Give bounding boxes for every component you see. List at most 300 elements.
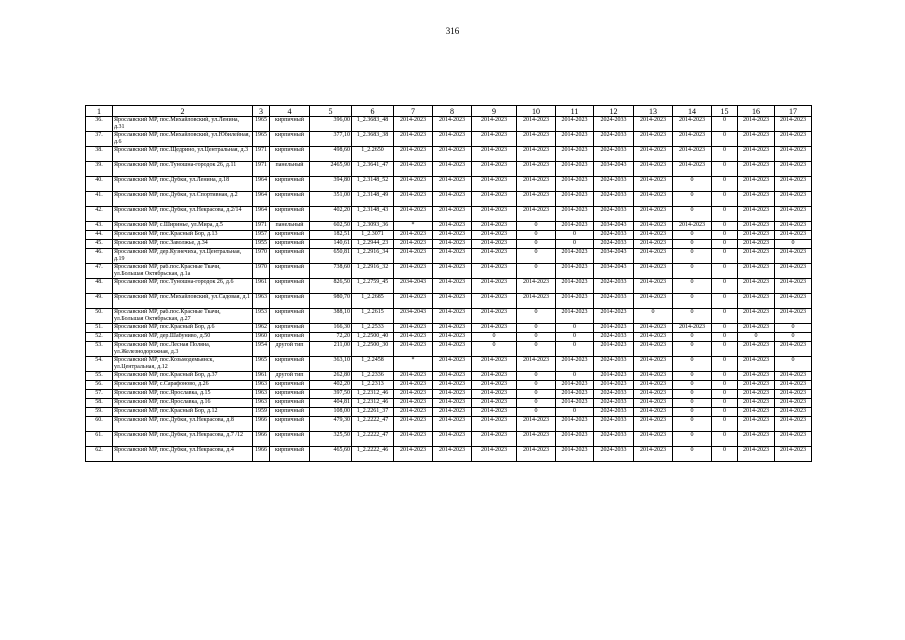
table-cell-col-7: 2014-2023 [394, 408, 433, 417]
table-cell-col-14: 0 [673, 294, 712, 309]
table-cell-col-14: 2014-2023 [673, 222, 712, 231]
table-cell-col-11: 0 [556, 408, 594, 417]
table-cell-col-8: 2014-2023 [433, 147, 472, 162]
table-cell-col-1: 58. [86, 399, 113, 408]
table-cell-col-5: 166,30 [310, 324, 352, 333]
table-cell-col-15: 0 [712, 192, 738, 207]
table-cell-col-14: 2014-2023 [673, 162, 712, 177]
table-cell-col-5: 826,50 [310, 279, 352, 294]
table-cell-col-5: 402,20 [310, 381, 352, 390]
table-row [86, 390, 812, 399]
table-cell-col-15: 0 [712, 294, 738, 309]
table-cell-col-5: 498,60 [310, 147, 352, 162]
table-cell-col-8: 2014-2023 [433, 399, 472, 408]
table-body [86, 117, 812, 462]
table-row [86, 324, 812, 333]
table-cell-col-7: 2014-2023 [394, 249, 433, 264]
table-cell-col-6: 1_2.2222_46 [352, 447, 394, 462]
table-cell-col-3: 1963 [253, 390, 270, 399]
table-cell-col-10: 2014-2023 [517, 192, 556, 207]
table-cell-col-9: 0 [472, 333, 517, 342]
table-cell-col-14: 0 [673, 408, 712, 417]
table-cell-col-5: 650,81 [310, 249, 352, 264]
table-cell-col-2: Ярославский МР, пос.Дубки, ул.Некрасова, д.4 [113, 447, 253, 462]
table-cell-col-4: другой тип [270, 372, 310, 381]
table-cell-col-12: 2034-2043 [594, 264, 634, 279]
table-cell-col-17: 2014-2023 [775, 207, 812, 222]
table-cell-col-15: 0 [712, 417, 738, 432]
table-cell-col-12: 2034-2043 [594, 222, 634, 231]
table-cell-col-13: 2014-2023 [634, 132, 673, 147]
table-cell-col-6: 1_2.2500_40 [352, 333, 394, 342]
table-cell-col-9: 2014-2023 [472, 390, 517, 399]
table-cell-col-3: 1962 [253, 324, 270, 333]
table-cell-col-6: 1_2.2261_37 [352, 408, 394, 417]
table-cell-col-2: Ярославский МР, пос.Дубки, ул.Некрасова, д.7 /12 [113, 432, 253, 447]
table-cell-col-3: 1965 [253, 132, 270, 147]
table-cell-col-2: Ярославский МР, пос.Дубки, ул.Некрасова, д.2/14 [113, 207, 253, 222]
table-cell-col-4: кирпичный [270, 390, 310, 399]
table-cell-col-7: 2014-2023 [394, 399, 433, 408]
table-cell-col-10: 0 [517, 324, 556, 333]
table-cell-col-7: 2014-2023 [394, 147, 433, 162]
table-cell-col-8: 2014-2023 [433, 294, 472, 309]
table-cell-col-8: 2014-2023 [433, 162, 472, 177]
table-cell-col-16: 2014-2023 [738, 357, 775, 372]
table-cell-col-6: 1_2.3683_48 [352, 117, 394, 132]
table-cell-col-16: 2014-2023 [738, 372, 775, 381]
table-cell-col-9: 2014-2023 [472, 372, 517, 381]
table-cell-col-10: 0 [517, 408, 556, 417]
table-cell-col-1: 49. [86, 294, 113, 309]
table-cell-col-13: 2014-2023 [634, 381, 673, 390]
table-cell-col-10: 2014-2023 [517, 357, 556, 372]
table-cell-col-6: 1_2.2336 [352, 372, 394, 381]
table-cell-col-8: 2014-2023 [433, 390, 472, 399]
table-cell-col-15: 0 [712, 333, 738, 342]
table-cell-col-8: 2014-2023 [433, 381, 472, 390]
table-cell-col-7: 2014-2023 [394, 207, 433, 222]
table-cell-col-17: 0 [775, 240, 812, 249]
table-cell-col-9: 2014-2023 [472, 357, 517, 372]
table-cell-col-17: 2014-2023 [775, 279, 812, 294]
table-cell-col-1: 59. [86, 408, 113, 417]
table-cell-col-13: 2014-2023 [634, 177, 673, 192]
table-cell-col-14: 0 [673, 381, 712, 390]
table-cell-col-14: 0 [673, 177, 712, 192]
table-cell-col-15: 0 [712, 309, 738, 324]
table-cell-col-12: 2014-2023 [594, 381, 634, 390]
table-cell-col-16: 2014-2023 [738, 207, 775, 222]
table-cell-col-7: 2014-2023 [394, 447, 433, 462]
table-cell-col-13: 2014-2023 [634, 249, 673, 264]
table-cell-col-2: Ярославский МР, пос.Ярославка, д.16 [113, 399, 253, 408]
table-cell-col-3: 1970 [253, 249, 270, 264]
table-cell-col-1: 48. [86, 279, 113, 294]
table-cell-col-3: 1971 [253, 222, 270, 231]
table-cell-col-11: 0 [556, 342, 594, 357]
table-cell-col-8: 2014-2023 [433, 357, 472, 372]
table-cell-col-17: 2014-2023 [775, 147, 812, 162]
table-cell-col-17: 2014-2023 [775, 231, 812, 240]
table-cell-col-14: 2014-2023 [673, 147, 712, 162]
table-cell-col-8: 2014-2023 [433, 324, 472, 333]
table-cell-col-9: 2014-2023 [472, 222, 517, 231]
table-cell-col-4: кирпичный [270, 231, 310, 240]
table-cell-col-17: 0 [775, 333, 812, 342]
table-cell-col-11: 2014-2023 [556, 222, 594, 231]
table-cell-col-10: 2014-2023 [517, 417, 556, 432]
table-cell-col-1: 38. [86, 147, 113, 162]
table-cell-col-13: 2014-2023 [634, 408, 673, 417]
table-cell-col-5: 388,10 [310, 309, 352, 324]
table-cell-col-9: 2014-2023 [472, 162, 517, 177]
table-cell-col-4: кирпичный [270, 207, 310, 222]
table-cell-col-7: 2014-2023 [394, 390, 433, 399]
table-cell-col-14: 0 [673, 417, 712, 432]
table-cell-col-12: 2034-2043 [594, 249, 634, 264]
table-cell-col-4: кирпичный [270, 408, 310, 417]
table-cell-col-4: кирпичный [270, 147, 310, 162]
table-cell-col-8: 2014-2023 [433, 342, 472, 357]
table-cell-col-7: 2034-2043 [394, 309, 433, 324]
table-cell-col-6: 1_2.3641_47 [352, 162, 394, 177]
table-cell-col-6: 1_2.2916_34 [352, 249, 394, 264]
table-cell-col-9: 2014-2023 [472, 279, 517, 294]
table-cell-col-16: 2014-2023 [738, 309, 775, 324]
table-cell-col-12: 2014-2023 [594, 324, 634, 333]
table-cell-col-8: 2014-2023 [433, 408, 472, 417]
table-cell-col-5: 325,50 [310, 432, 352, 447]
table-cell-col-14: 0 [673, 342, 712, 357]
table-cell-col-1: 47. [86, 264, 113, 279]
table-cell-col-15: 0 [712, 222, 738, 231]
table-cell-col-11: 2014-2023 [556, 132, 594, 147]
table-cell-col-12: 2024-2033 [594, 192, 634, 207]
table-cell-col-10: 0 [517, 249, 556, 264]
table-cell-col-10: 0 [517, 372, 556, 381]
table-cell-col-16: 2014-2023 [738, 294, 775, 309]
table-cell-col-8: 2014-2023 [433, 240, 472, 249]
table-cell-col-8: 2014-2023 [433, 333, 472, 342]
table-cell-col-9: 2014-2023 [472, 117, 517, 132]
table-cell-col-11: 2014-2023 [556, 207, 594, 222]
table-cell-col-2: Ярославский МР, пос.Туношна-городок 26, д.6 [113, 279, 253, 294]
table-cell-col-5: 738,60 [310, 264, 352, 279]
table-cell-col-16: 0 [738, 333, 775, 342]
table-cell-col-8: 2014-2023 [433, 117, 472, 132]
table-cell-col-4: кирпичный [270, 132, 310, 147]
table-cell-col-11: 0 [556, 231, 594, 240]
table-cell-col-10: 0 [517, 240, 556, 249]
table-cell-col-3: 1964 [253, 177, 270, 192]
table-cell-col-5: 377,10 [310, 132, 352, 147]
table-cell-col-2: Ярославский МР, пос.Красный Бор, д.6 [113, 324, 253, 333]
table-cell-col-4: кирпичный [270, 279, 310, 294]
table-cell-col-12: 2024-2033 [594, 417, 634, 432]
table-cell-col-15: 0 [712, 324, 738, 333]
table-cell-col-9: 2014-2023 [472, 294, 517, 309]
table-row [86, 147, 812, 162]
table-cell-col-1: 60. [86, 417, 113, 432]
column-header-11: 11 [556, 106, 594, 117]
table-cell-col-1: 61. [86, 432, 113, 447]
table-cell-col-5: 980,70 [310, 294, 352, 309]
table-cell-col-4: кирпичный [270, 240, 310, 249]
table-cell-col-1: 42. [86, 207, 113, 222]
table-row [86, 432, 812, 447]
table-cell-col-12: 2024-2033 [594, 132, 634, 147]
table-cell-col-11: 2014-2023 [556, 309, 594, 324]
table-cell-col-8: 2014-2023 [433, 447, 472, 462]
table-cell-col-14: 0 [673, 333, 712, 342]
table-cell-col-10: 0 [517, 333, 556, 342]
table-row [86, 417, 812, 432]
table-cell-col-17: 2014-2023 [775, 192, 812, 207]
table-cell-col-5: 182,51 [310, 231, 352, 240]
table-cell-col-10: 2014-2023 [517, 294, 556, 309]
table-cell-col-6: 1_2.2533 [352, 324, 394, 333]
table-cell-col-10: 2014-2023 [517, 279, 556, 294]
table-cell-col-9: 2014-2023 [472, 192, 517, 207]
table-cell-col-17: 2014-2023 [775, 132, 812, 147]
table-row [86, 177, 812, 192]
table-cell-col-4: панельный [270, 222, 310, 231]
table-row [86, 207, 812, 222]
table-cell-col-7: 2014-2023 [394, 342, 433, 357]
table-cell-col-13: 2014-2023 [634, 192, 673, 207]
table-cell-col-17: 2014-2023 [775, 294, 812, 309]
table-cell-col-7: 2014-2023 [394, 372, 433, 381]
table-cell-col-6: 1_2.2944_23 [352, 240, 394, 249]
table-cell-col-3: 1970 [253, 264, 270, 279]
table-cell-col-3: 1954 [253, 342, 270, 357]
table-cell-col-8: 2014-2023 [433, 207, 472, 222]
table-cell-col-9: 2014-2023 [472, 231, 517, 240]
table-cell-col-5: 2465,90 [310, 162, 352, 177]
table-cell-col-15: 0 [712, 207, 738, 222]
table-cell-col-2: Ярославский МР, раб.пос.Красные Ткачи, ул.Большая Октябрьская, д.1а [113, 264, 253, 279]
table-cell-col-9: 2014-2023 [472, 432, 517, 447]
table-cell-col-16: 2014-2023 [738, 432, 775, 447]
table-cell-col-12: 2024-2033 [594, 147, 634, 162]
table-cell-col-7: 2034-2043 [394, 279, 433, 294]
table-row [86, 381, 812, 390]
table-cell-col-11: 2014-2023 [556, 294, 594, 309]
table-cell-col-11: 2014-2023 [556, 117, 594, 132]
table-cell-col-10: 2014-2023 [517, 432, 556, 447]
table-cell-col-8: 2014-2023 [433, 222, 472, 231]
table-cell-col-3: 1963 [253, 381, 270, 390]
table-cell-col-6: 1_2.2222_47 [352, 432, 394, 447]
table-cell-col-10: 0 [517, 390, 556, 399]
table-row [86, 399, 812, 408]
column-header-10: 10 [517, 106, 556, 117]
table-cell-col-17: 2014-2023 [775, 117, 812, 132]
table-cell-col-8: 2014-2023 [433, 417, 472, 432]
table-cell-col-4: панельный [270, 162, 310, 177]
table-cell-col-6: 1_2.2313 [352, 381, 394, 390]
table-cell-col-17: 2014-2023 [775, 447, 812, 462]
table-cell-col-15: 0 [712, 372, 738, 381]
column-header-15: 15 [712, 106, 738, 117]
table-cell-col-13: 2014-2023 [634, 231, 673, 240]
table-cell-col-2: Ярославский МР, пос.Красный Бор, д.13 [113, 231, 253, 240]
table-cell-col-12: 2024-2033 [594, 240, 634, 249]
table-row [86, 333, 812, 342]
table-cell-col-15: 0 [712, 399, 738, 408]
table-cell-col-11: 0 [556, 240, 594, 249]
table-cell-col-16: 2014-2023 [738, 390, 775, 399]
table-cell-col-7: 2014-2023 [394, 240, 433, 249]
table-cell-col-2: Ярославский МР, пос.Заволжье, д.34 [113, 240, 253, 249]
table-cell-col-11: 2014-2023 [556, 432, 594, 447]
table-cell-col-2: Ярославский МР, пос.Дубки, ул.Некрасова, д.8 [113, 417, 253, 432]
column-header-13: 13 [634, 106, 673, 117]
table-cell-col-1: 43. [86, 222, 113, 231]
table-cell-col-5: 397,50 [310, 390, 352, 399]
table-cell-col-7: * [394, 222, 433, 231]
table-row [86, 249, 812, 264]
table-cell-col-16: 2014-2023 [738, 324, 775, 333]
table-cell-col-7: * [394, 357, 433, 372]
table-cell-col-11: 2014-2023 [556, 264, 594, 279]
column-header-17: 17 [775, 106, 812, 117]
table-cell-col-17: 2014-2023 [775, 381, 812, 390]
table-cell-col-16: 2014-2023 [738, 240, 775, 249]
table-cell-col-5: 394,80 [310, 177, 352, 192]
table-cell-col-6: 1_2.3148_49 [352, 192, 394, 207]
table-cell-col-3: 1964 [253, 207, 270, 222]
table-cell-col-8: 2014-2023 [433, 264, 472, 279]
table-cell-col-12: 2024-2033 [594, 447, 634, 462]
table-cell-col-3: 1965 [253, 117, 270, 132]
table-cell-col-13: 2014-2023 [634, 240, 673, 249]
table-cell-col-8: 2014-2023 [433, 132, 472, 147]
table-cell-col-10: 0 [517, 399, 556, 408]
table-cell-col-11: 0 [556, 324, 594, 333]
table-cell-col-17: 2014-2023 [775, 162, 812, 177]
table-cell-col-12: 2014-2023 [594, 372, 634, 381]
table-cell-col-7: 2014-2023 [394, 294, 433, 309]
table-row [86, 264, 812, 279]
column-header-7: 7 [394, 106, 433, 117]
table-cell-col-8: 2014-2023 [433, 192, 472, 207]
table-cell-col-10: 2014-2023 [517, 447, 556, 462]
table-cell-col-2: Ярославский МР, пос.Дубки, ул.Спортивная, д.2 [113, 192, 253, 207]
column-header-16: 16 [738, 106, 775, 117]
table-cell-col-5: 140,61 [310, 240, 352, 249]
table-cell-col-16: 2014-2023 [738, 147, 775, 162]
table-cell-col-10: 0 [517, 309, 556, 324]
table-cell-col-10: 2014-2023 [517, 147, 556, 162]
table-cell-col-16: 2014-2023 [738, 222, 775, 231]
table-cell-col-17: 2014-2023 [775, 399, 812, 408]
table-cell-col-13: 2014-2023 [634, 222, 673, 231]
table-row [86, 294, 812, 309]
table-cell-col-16: 2014-2023 [738, 408, 775, 417]
table-cell-col-17: 2014-2023 [775, 264, 812, 279]
table-cell-col-16: 2014-2023 [738, 447, 775, 462]
table-cell-col-1: 51. [86, 324, 113, 333]
table-cell-col-6: 1_2.3148_43 [352, 207, 394, 222]
table-cell-col-2: Ярославский МР, пос.Щедрино, ул.Центральная, д.3 [113, 147, 253, 162]
table-cell-col-12: 2034-2043 [594, 162, 634, 177]
table-row [86, 192, 812, 207]
table-cell-col-13: 2014-2023 [634, 264, 673, 279]
table-cell-col-17: 2014-2023 [775, 249, 812, 264]
table-cell-col-14: 0 [673, 372, 712, 381]
table-cell-col-16: 2014-2023 [738, 417, 775, 432]
table-cell-col-14: 0 [673, 309, 712, 324]
table-cell-col-17: 2014-2023 [775, 372, 812, 381]
table-cell-col-16: 2014-2023 [738, 264, 775, 279]
table-cell-col-15: 0 [712, 132, 738, 147]
table-cell-col-5: 363,10 [310, 357, 352, 372]
column-header-3: 3 [253, 106, 270, 117]
table-cell-col-10: 2014-2023 [517, 132, 556, 147]
table-cell-col-13: 2014-2023 [634, 162, 673, 177]
table-cell-col-1: 36. [86, 117, 113, 132]
table-cell-col-9: 2014-2023 [472, 399, 517, 408]
table-cell-col-8: 2014-2023 [433, 177, 472, 192]
table-cell-col-14: 2014-2023 [673, 117, 712, 132]
table-cell-col-12: 2024-2033 [594, 357, 634, 372]
table-cell-col-11: 2014-2023 [556, 417, 594, 432]
table-cell-col-16: 2014-2023 [738, 342, 775, 357]
table-cell-col-13: 2014-2023 [634, 279, 673, 294]
table-cell-col-11: 2014-2023 [556, 399, 594, 408]
table-cell-col-2: Ярославский МР, пос.Красный Бор, д.37 [113, 372, 253, 381]
table-cell-col-6: 1_2.3683_38 [352, 132, 394, 147]
table-cell-col-6: 1_2.2615 [352, 309, 394, 324]
table-cell-col-12: 2024-2033 [594, 333, 634, 342]
table-cell-col-16: 2014-2023 [738, 381, 775, 390]
table-cell-col-13: 2014-2023 [634, 117, 673, 132]
table-cell-col-15: 0 [712, 279, 738, 294]
table-cell-col-16: 2014-2023 [738, 192, 775, 207]
table-row [86, 357, 812, 372]
table-cell-col-3: 1971 [253, 147, 270, 162]
table-cell-col-3: 1961 [253, 279, 270, 294]
table-row [86, 117, 812, 132]
table-cell-col-14: 0 [673, 279, 712, 294]
table-cell-col-2: Ярославский МР, пос.Дубки, ул.Ленина, д.18 [113, 177, 253, 192]
table-cell-col-6: 1_2.2500_30 [352, 342, 394, 357]
table-cell-col-1: 37. [86, 132, 113, 147]
table-cell-col-9: 2014-2023 [472, 324, 517, 333]
table-cell-col-1: 53. [86, 342, 113, 357]
table-cell-col-13: 2014-2023 [634, 447, 673, 462]
table-cell-col-1: 39. [86, 162, 113, 177]
table-cell-col-1: 56. [86, 381, 113, 390]
table-cell-col-11: 0 [556, 333, 594, 342]
table-cell-col-3: 1964 [253, 192, 270, 207]
column-header-6: 6 [352, 106, 394, 117]
table-cell-col-5: 351,00 [310, 192, 352, 207]
table-cell-col-17: 2014-2023 [775, 390, 812, 399]
table-cell-col-15: 0 [712, 381, 738, 390]
table-cell-col-9: 2014-2023 [472, 264, 517, 279]
table-cell-col-12: 2024-2033 [594, 207, 634, 222]
table-row [86, 222, 812, 231]
table-cell-col-10: 0 [517, 222, 556, 231]
column-header-12: 12 [594, 106, 634, 117]
table-cell-col-12: 2024-2033 [594, 177, 634, 192]
table-cell-col-9: 2014-2023 [472, 381, 517, 390]
table-cell-col-15: 0 [712, 177, 738, 192]
table-cell-col-6: 1_2.3071 [352, 231, 394, 240]
